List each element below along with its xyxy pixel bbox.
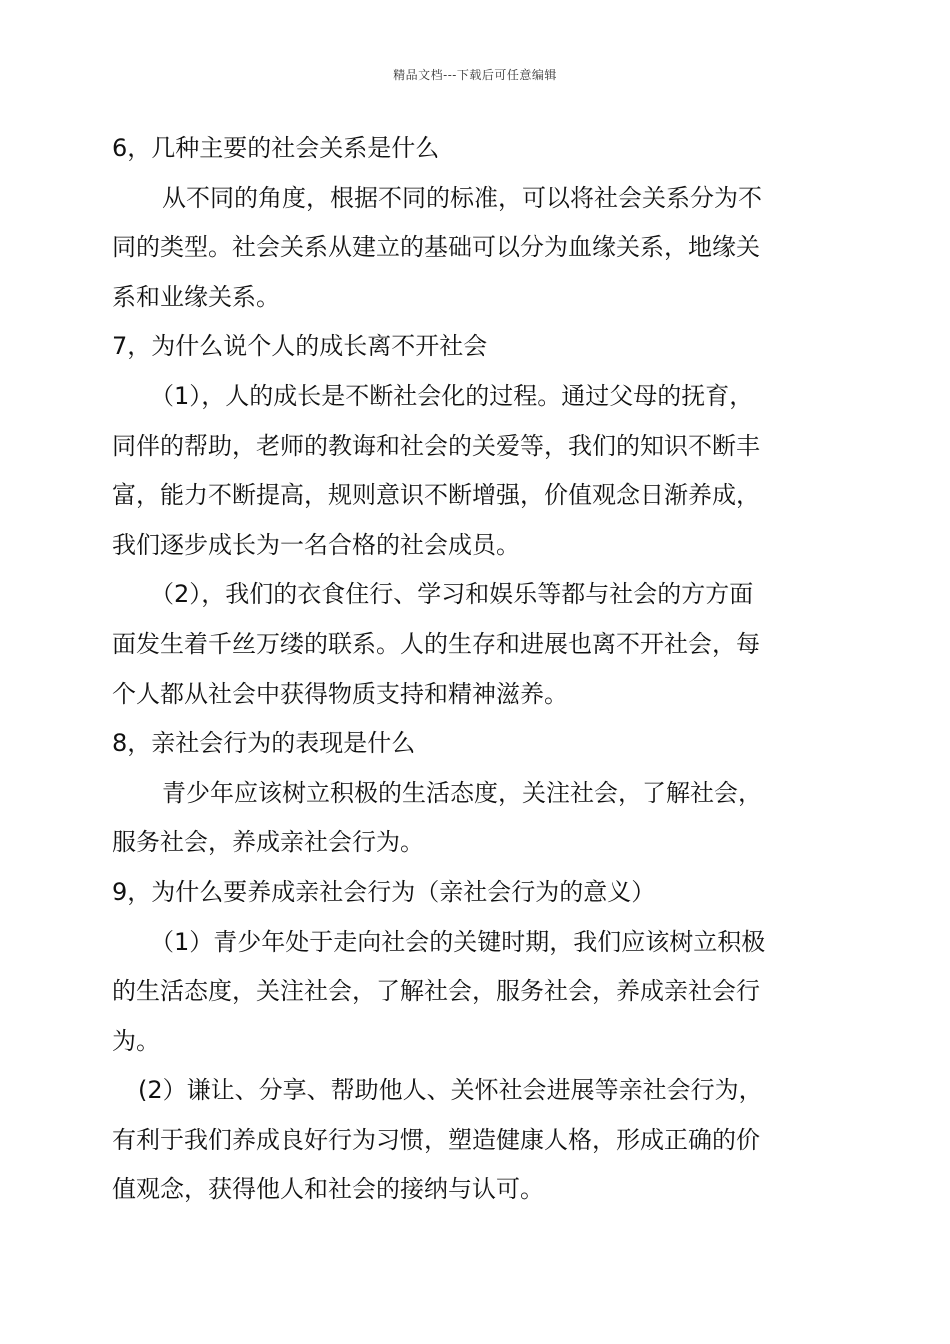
paragraph-line: 有利于我们养成良好行为习惯，塑造健康人格，形成正确的价 — [112, 1125, 760, 1154]
paragraph-line: 从不同的角度，根据不同的标准，可以将社会关系分为不 — [162, 183, 762, 212]
heading-q6: 6，几种主要的社会关系是什么 — [112, 134, 440, 162]
paragraph-line: (2）谦让、分享、帮助他人、关怀社会进展等亲社会行为， — [138, 1076, 763, 1105]
paragraph-line: 面发生着千丝万缕的联系。人的生存和进展也离不开社会，每 — [112, 629, 760, 658]
paragraph-line: 个人都从社会中获得物质支持和精神滋养。 — [112, 679, 568, 708]
paragraph-line: 青少年应该树立积极的生活态度，关注社会，了解社会， — [162, 778, 762, 807]
paragraph-line: 的生活态度，关注社会，了解社会，服务社会，养成亲社会行 — [112, 977, 760, 1006]
paragraph-line: 服务社会，养成亲社会行为。 — [112, 828, 424, 857]
paragraph-line: （1）青少年处于走向社会的关键时期，我们应该树立积极 — [150, 927, 766, 956]
paragraph-line: 我们逐步成长为一名合格的社会成员。 — [112, 530, 520, 559]
heading-q8: 8，亲社会行为的表现是什么 — [112, 729, 416, 758]
paragraph-line: 同伴的帮助，老师的教诲和社会的关爱等，我们的知识不断丰 — [112, 431, 760, 460]
paragraph-line: 为。 — [112, 1026, 160, 1055]
paragraph-line: 同的类型。社会关系从建立的基础可以分为血缘关系，地缘关 — [112, 233, 760, 262]
paragraph-line: 值观念，获得他人和社会的接纳与认可。 — [112, 1175, 544, 1204]
page-header: 精品文档---下载后可任意编辑 — [393, 68, 557, 82]
heading-q7: 7，为什么说个人的成长离不开社会 — [112, 332, 488, 361]
paragraph-line: （1），人的成长是不断社会化的过程。通过父母的抚育， — [150, 381, 754, 410]
heading-q9: 9，为什么要养成亲社会行为（亲社会行为的意义） — [112, 877, 656, 906]
paragraph-line: （2），我们的衣食住行、学习和娱乐等都与社会的方方面 — [150, 580, 754, 609]
document-body — [112, 124, 802, 1215]
paragraph-line: 富，能力不断提高，规则意识不断增强，价值观念日渐养成， — [112, 481, 760, 510]
paragraph-line: 系和业缘关系。 — [112, 282, 280, 311]
